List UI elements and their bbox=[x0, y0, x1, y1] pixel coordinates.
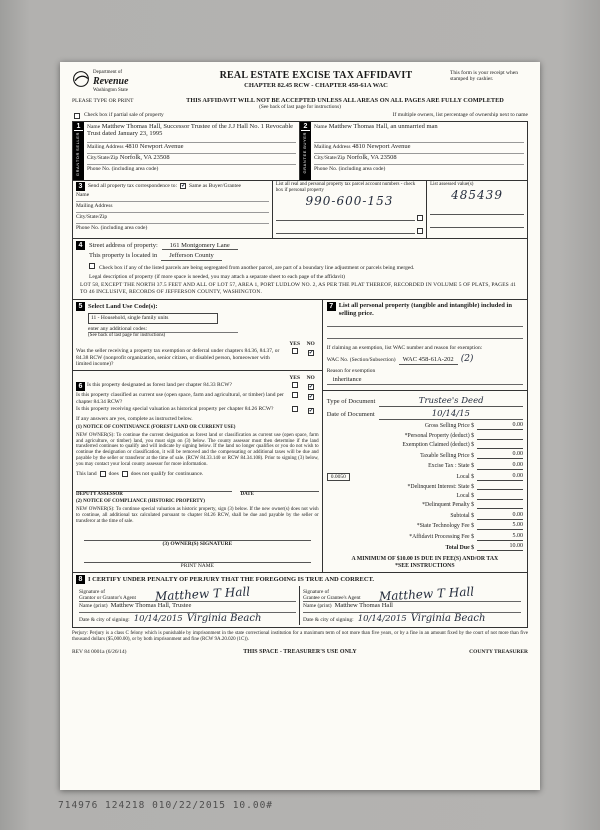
parcel-numbers-header: List all real and personal property tax parcel account numbers - check box if personal property bbox=[275, 181, 416, 193]
s6-no-header: NO bbox=[306, 374, 315, 381]
dept-big: Revenue bbox=[93, 75, 129, 87]
s5-no-header: NO bbox=[306, 340, 315, 347]
current-use-yes-checkbox bbox=[292, 392, 298, 398]
buyer-side-label-1: BUYER bbox=[302, 131, 308, 149]
grantee-printed-name: Matthew Thomas Hall bbox=[334, 602, 393, 609]
receipt-note: This form is your receipt when stamped by cashier. bbox=[450, 70, 518, 83]
grantor-signing-city: Virginia Beach bbox=[186, 613, 262, 624]
owners-signature-label: (3) OWNER(S) SIGNATURE bbox=[162, 540, 233, 547]
street-address-value: 161 Montgomery Lane bbox=[162, 242, 238, 251]
section-1-badge: 1 bbox=[74, 122, 83, 131]
current-use-question: Is this property classified as current use (open space, farm and agricultural, or timber) land per chapter 84.34 RCW? bbox=[76, 392, 284, 405]
seller-side-bar bbox=[73, 122, 84, 180]
s5-yes-header: YES bbox=[289, 340, 301, 347]
s5-see-back-note: (See back of last page for instructions) bbox=[88, 333, 166, 339]
fee-row-delinquent-penalty: *Delinquent Penalty $ bbox=[327, 502, 523, 509]
assessed-value: 485439 bbox=[451, 187, 503, 202]
fee-row-taxable: Taxable Selling Price $ 0.00 bbox=[420, 451, 523, 459]
seller-csz-label: City/State/Zip bbox=[87, 154, 119, 161]
s5-no-checkbox: ✓ bbox=[308, 350, 314, 357]
rev-number: REV 84 0001a (6/26/14) bbox=[72, 648, 127, 655]
s3-csz-label: City/State/Zip bbox=[76, 213, 108, 220]
parcel-number-value: 990-600-153 bbox=[305, 193, 394, 208]
reason-exemption-label: Reason for exemption bbox=[326, 367, 376, 374]
type-of-document-label: Type of Document bbox=[326, 397, 376, 405]
land-use-code-value: 11 - Household, single family units bbox=[88, 313, 218, 323]
wac-handwritten-subsection: (2) bbox=[460, 353, 474, 364]
section-6 bbox=[73, 371, 322, 572]
does-label: does bbox=[108, 471, 119, 478]
section-4-badge: 4 bbox=[76, 241, 85, 250]
grantor-printed-name: Matthew Thomas Hall, Trustee bbox=[110, 602, 192, 609]
date-of-document-label: Date of Document bbox=[326, 410, 375, 418]
buyer-name-value: Matthew Thomas Hall, an unmarried man bbox=[328, 122, 438, 130]
grantee-signing-date: 10/14/2015 bbox=[357, 614, 407, 624]
section-7-badge: 7 bbox=[327, 302, 336, 311]
dept-name bbox=[93, 70, 129, 94]
buyer-phone-label: Phone No. (including area code) bbox=[314, 165, 386, 172]
fee-row-excise-state: Excise Tax : State $ 0.00 bbox=[428, 461, 523, 470]
exemption-intro: If claiming an exemption, list WAC number and reason for exemption: bbox=[326, 345, 483, 352]
land-does-checkbox bbox=[100, 471, 106, 477]
dept-small: Department of bbox=[93, 70, 123, 75]
grantee-signature: Matthew T Hall bbox=[378, 584, 475, 604]
seller-side-label-1: SELLER bbox=[75, 131, 81, 151]
grantee-signature-block bbox=[300, 586, 524, 625]
grantee-datecity-label: Date & city of signing: bbox=[303, 617, 354, 623]
seller-section bbox=[72, 121, 300, 181]
form-title: REAL ESTATE EXCISE TAX AFFIDAVIT bbox=[219, 70, 413, 81]
see-back-note: (See back of last page for instructions) bbox=[259, 104, 341, 111]
minimum-due-note: A MINIMUM OF $10.00 IS DUE IN FEE(S) AND/OR TAX bbox=[351, 556, 499, 563]
multiple-owners-label: If multiple owners, list percentage of ownership next to name bbox=[392, 112, 528, 119]
buyer-csz-value: Norfolk, VA 23508 bbox=[346, 153, 397, 161]
same-as-buyer-label: Same as Buyer/Grantee bbox=[189, 183, 241, 190]
print-name-label: PRINT NAME bbox=[180, 563, 215, 570]
section-8 bbox=[72, 573, 528, 628]
section-6-badge: 6 bbox=[76, 382, 85, 391]
fee-row-delinquent-interest-state: *Delinquent Interest: State $ bbox=[327, 484, 523, 491]
form-footer bbox=[72, 649, 528, 656]
seller-side-label-2: GRANTOR bbox=[75, 151, 81, 176]
revenue-logo-icon bbox=[72, 70, 90, 88]
section-2-badge: 2 bbox=[301, 122, 310, 131]
historic-yes-checkbox bbox=[292, 406, 298, 412]
grantor-signature: Matthew T Hall bbox=[154, 584, 251, 604]
additional-codes-label: enter any additional codes: bbox=[88, 326, 238, 333]
reason-exemption-value: inheritance bbox=[327, 376, 523, 385]
deputy-assessor-label: DEPUTY ASSESSOR bbox=[76, 491, 123, 497]
seller-address-label: Mailing Address bbox=[87, 143, 124, 150]
personal-property-checkbox-1 bbox=[417, 215, 423, 221]
wac-number-value: WAC 458-61A-202 bbox=[399, 356, 458, 365]
historic-question: Is this property receiving special valuation as historical property per chapter 84.26 RCW? bbox=[76, 406, 274, 413]
affidavit-page bbox=[60, 62, 540, 790]
grantor-print-label: Name (print) bbox=[79, 603, 108, 609]
seller-name-label: Name bbox=[87, 123, 101, 130]
notice-1-body: NEW OWNER(S): To continue the current designation as forest land or classification as current use (open space, farm and agriculture, or timber) land, you must sign on (3) below. The county assessor must then determine if the land transferred continues to qualify and will indicate by signing below. If the land no longer qualifies or you do not wish to continue the designation or classification, it will be removed and the compensating or additional taxes will be due and payable by the seller or transferor at the time of sale. (RCW 84.33.140 or RCW 84.34.108). Prior to signing (3) below, you may contact your local county assessor for more information. bbox=[76, 432, 319, 468]
grantee-signature-label: Signature of Grantee or Grantee's Agent bbox=[303, 588, 361, 601]
form-subtitle: CHAPTER 82.45 RCW - CHAPTER 458-61A WAC bbox=[244, 81, 388, 89]
buyer-section bbox=[300, 121, 528, 181]
buyer-csz-label: City/State/Zip bbox=[314, 154, 346, 161]
fee-row-total-due: Total Due $ 10.00 bbox=[445, 543, 523, 551]
located-in-value: Jefferson County bbox=[161, 252, 221, 261]
grantor-signature-block bbox=[76, 586, 300, 625]
notice-2-title: (2) NOTICE OF COMPLIANCE (HISTORIC PROPERTY) bbox=[76, 499, 205, 505]
does-not-label: does not qualify for continuance. bbox=[130, 471, 204, 478]
historic-no-checkbox: ✓ bbox=[308, 408, 314, 415]
fee-row-delinquent-interest-local: Local $ bbox=[327, 493, 523, 500]
located-in-label: This property is located in bbox=[89, 252, 158, 260]
certify-statement: I CERTIFY UNDER PENALTY OF PERJURY THAT THE FOREGOING IS TRUE AND CORRECT. bbox=[88, 575, 375, 583]
left-column bbox=[73, 300, 323, 572]
s3-address-label: Mailing Address bbox=[76, 202, 113, 209]
land-does-not-checkbox bbox=[122, 471, 128, 477]
seller-name-value: Matthew Thomas Hall, Successor Trustee of the J.J Hall No. 1 Revocable Trust dated January 23, 1995 bbox=[87, 122, 294, 138]
land-use-title: Select Land Use Code(s): bbox=[88, 302, 158, 310]
partial-sale-checkbox bbox=[74, 113, 80, 119]
personal-property-line-1 bbox=[327, 319, 523, 327]
buyer-side-label-2: GRANTEE bbox=[302, 149, 308, 174]
deputy-date-label: DATE bbox=[240, 491, 254, 497]
send-correspondence-label: Send all property tax correspondence to: bbox=[88, 183, 178, 190]
buyer-side-bar bbox=[300, 122, 311, 180]
form-header bbox=[72, 70, 528, 94]
segregated-label: Check box if any of the listed parcels are being segregated from another parcel, are part of a boundary line adjustment or parcels being merged. bbox=[99, 265, 415, 272]
notice-2-body: NEW OWNER(S): To continue special valuation as historic property, sign (3) below. If the new owner(s) does not wish to continue, all additional tax calculated pursuant to chapter 84.26 RCW, shall be due and payable by the seller or transferor at the time of sale. bbox=[76, 507, 319, 525]
fee-row-subtotal: Subtotal $ 0.00 bbox=[450, 511, 523, 519]
s3-name-label: Name bbox=[76, 191, 90, 198]
notice-1-title: (1) NOTICE OF CONTINUANCE (FOREST LAND OR CURRENT USE) bbox=[76, 424, 236, 430]
s5-yes-checkbox bbox=[292, 348, 298, 354]
s3-phone-label: Phone No. (including area code) bbox=[76, 224, 148, 231]
exemption-deferral-question: Was the seller receiving a property tax exemption or deferral under chapters 84.36, 84.37, or 84.38 RCW (nonprofit organization, senior citizen, or disabled person, homeowner with limited income)? bbox=[76, 348, 280, 368]
legal-description-label: Legal description of property (if more space is needed, you may attach a separate sheet to each page of the affidavit) bbox=[89, 273, 345, 280]
forest-land-question: Is this property designated as forest land per chapter 84.33 RCW? bbox=[87, 382, 232, 389]
wac-number-label: WAC No. (Section/Subsection) bbox=[326, 356, 396, 363]
partial-sale-label: Check box if partial sale of property bbox=[84, 112, 164, 119]
section-4 bbox=[72, 239, 528, 300]
personal-property-line-2 bbox=[327, 331, 523, 339]
section-7 bbox=[323, 300, 527, 572]
fee-row-technology-fee: *State Technology Fee $ 5.00 bbox=[416, 522, 523, 530]
local-rate-box: 0.0050 bbox=[327, 473, 350, 481]
section-3-badge: 3 bbox=[76, 182, 85, 191]
revenue-logo bbox=[72, 70, 182, 94]
treasurer-space-label: THIS SPACE - TREASURER'S USE ONLY bbox=[243, 648, 357, 655]
grantee-print-label: Name (print) bbox=[303, 603, 332, 609]
s6-yes-header: YES bbox=[289, 374, 301, 381]
forest-no-checkbox: ✓ bbox=[308, 384, 314, 391]
please-type-label: PLEASE TYPE OR PRINT bbox=[72, 97, 134, 104]
if-yes-note: If any answers are yes, complete as instructed below. bbox=[76, 416, 193, 423]
segregated-checkbox bbox=[89, 263, 95, 269]
grantor-signature-label: Signature of Grantor or Grantor's Agent bbox=[79, 588, 136, 601]
fee-row-exemption: Exemption Claimed (deduct) $ bbox=[327, 442, 523, 449]
county-treasurer-label: COUNTY TREASURER bbox=[469, 648, 528, 655]
section-5 bbox=[73, 300, 322, 371]
buyer-address-label: Mailing Address bbox=[314, 143, 351, 150]
this-land-label: This land bbox=[76, 471, 97, 478]
see-instructions-note: *SEE INSTRUCTIONS bbox=[395, 563, 455, 570]
seller-csz-value: Norfolk, VA 23508 bbox=[119, 153, 170, 161]
legal-description-value: LOT 58, EXCEPT THE NORTH 37.5 FEET AND ALL OF LOT 57, AREA 1, PORT LUDLOW NO. 2, AS PER THE PLAT THEREOF, RECORDED IN VOLUME 5 OF PLATS, PAGES 41 TO 46 INCLUSIVE, RECORDS OF JEFFERSON COUNTY, WASHINGTON. bbox=[80, 282, 517, 295]
perjury-statement: Perjury: Perjury is a class C felony which is punishable by imprisonment in the state correctional institution for a maximum term of not more than five years, or by a fine in an amount fixed by the court of not more than five thousand dollars ($5,000.00), or by both imprisonment and fine (RCW 9A.20.020 (1C)). bbox=[72, 631, 528, 642]
fee-row-processing-fee: *Affidavit Processing Fee $ 5.00 bbox=[409, 532, 523, 540]
section-8-badge: 8 bbox=[76, 575, 85, 584]
personal-property-checkbox-2 bbox=[417, 228, 423, 234]
type-of-document-value: Trustee's Deed bbox=[379, 396, 523, 407]
buyer-address-value: 4810 Newport Avenue bbox=[352, 142, 411, 150]
section-3 bbox=[72, 181, 528, 239]
cashier-receipt-stamp: 714976 124218 010/22/2015 10.00# bbox=[58, 800, 274, 811]
fee-row-personal: *Personal Property (deduct) $ bbox=[327, 433, 523, 440]
grantor-datecity-label: Date & city of signing: bbox=[79, 617, 130, 623]
date-of-document-value: 10/14/15 bbox=[379, 409, 523, 420]
assessed-value-header: List assessed value(s) bbox=[430, 181, 474, 187]
personal-property-label: List all personal property (tangible and intangible) included in selling price. bbox=[338, 302, 512, 317]
seller-phone-label: Phone No. (including area code) bbox=[87, 165, 159, 172]
forest-yes-checkbox bbox=[292, 382, 298, 388]
acceptance-warning: THIS AFFIDAVIT WILL NOT BE ACCEPTED UNLESS ALL AREAS ON ALL PAGES ARE FULLY COMPLETED bbox=[186, 96, 504, 104]
same-as-buyer-checkbox: ✓ bbox=[181, 183, 187, 190]
dept-sub: Washington State bbox=[93, 87, 129, 93]
s7-divider bbox=[323, 390, 527, 391]
buyer-name-label: Name bbox=[314, 123, 328, 130]
grantor-signing-date: 10/14/2015 bbox=[133, 614, 183, 624]
section-5-badge: 5 bbox=[76, 302, 85, 311]
seller-address-value: 4810 Newport Avenue bbox=[125, 142, 184, 150]
fee-row-excise-local: 0.0050 Local $ 0.00 bbox=[327, 473, 523, 481]
grantee-signing-city: Virginia Beach bbox=[410, 613, 486, 624]
street-address-label: Street address of property: bbox=[89, 241, 158, 249]
current-use-no-checkbox: ✓ bbox=[308, 394, 314, 401]
fee-row-gross: Gross Selling Price $ 0.00 bbox=[424, 422, 523, 430]
